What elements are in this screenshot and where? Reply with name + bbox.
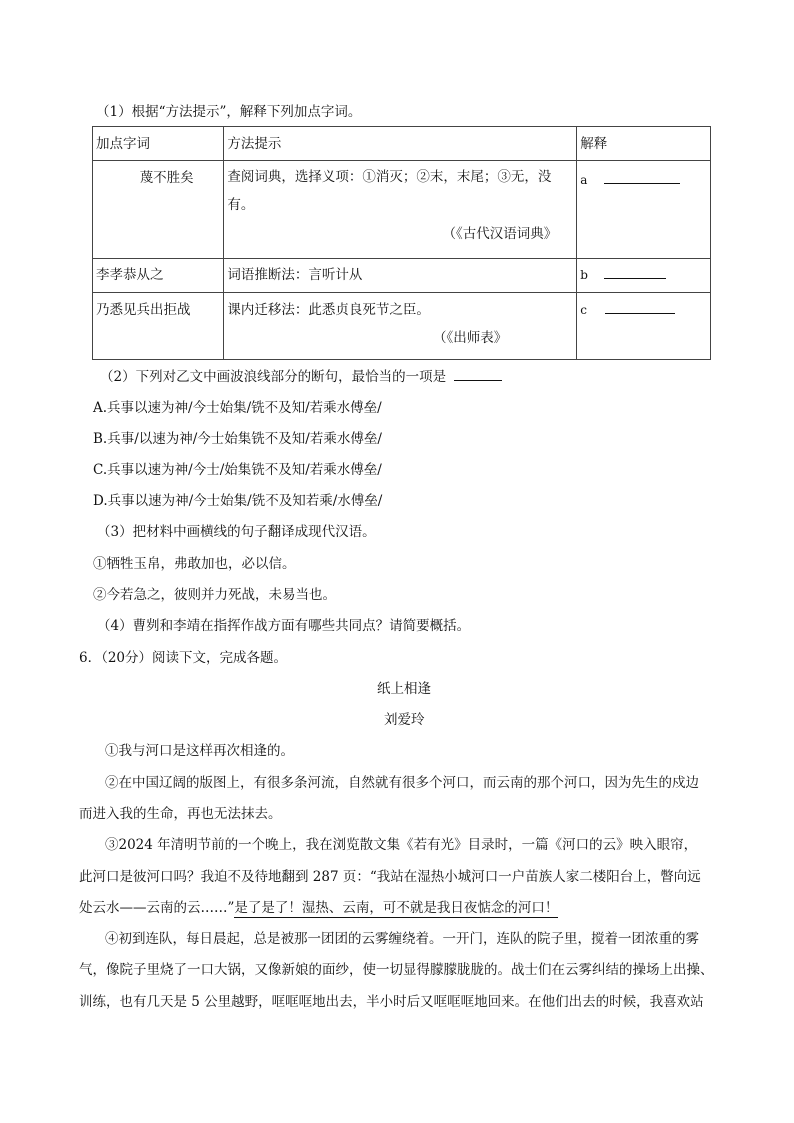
q2-answer-blank[interactable] (454, 368, 502, 381)
q2-title: （2）下列对乙文中画波浪线部分的断句，最恰当的一项是 (100, 369, 447, 385)
q2-option-a: A.兵事以速为神/今士始集/铣不及知/若乘水傅垒/ (93, 400, 382, 416)
method-text: 查阅词典，选择义项：①消灭；②末，末尾；③无，没 (227, 169, 552, 185)
word-cell: 蔑不胜矣 (93, 161, 224, 259)
header-explain: 解释 (577, 127, 711, 161)
word-cell: 李孝恭从之 (93, 259, 224, 293)
method-source: （《出师表》 (432, 330, 508, 346)
q3-item-2: ②今若急之，彼则并力死战，未易当也。 (93, 587, 336, 603)
paragraph-2-line-1: ②在中国辽阔的版图上，有很多条河流，自然就有很多个河口，而云南的那个河口，因为先生的戍边 (105, 775, 699, 791)
answer-label: b (580, 268, 588, 282)
table-row (93, 259, 711, 293)
answer-cell (577, 259, 711, 293)
q2-option-c: C.兵事以速为神/今士/始集铣不及知/若乘水傅垒/ (93, 462, 382, 478)
paragraph-4-line-1: ④初到连队，每日晨起，总是被那一团团的云雾缠绕着。一开门，连队的院子里，搅着一团浓重的雾 (105, 931, 699, 947)
table-row (93, 161, 711, 259)
article-title: 纸上相逢 (377, 681, 431, 697)
q1-title: （1）根据“方法提示”，解释下列加点字词。 (96, 104, 362, 120)
answer-cell (577, 161, 711, 259)
header-method: 方法提示 (224, 127, 577, 161)
article-author: 刘爱玲 (384, 712, 425, 728)
q3-title: （3）把材料中画横线的句子翻译成现代汉语。 (97, 524, 376, 540)
table-header-row (93, 127, 711, 161)
q2-option-d: D.兵事以速为神/今士始集/铣不及知若乘/水傅垒/ (93, 493, 383, 509)
paragraph-3-line-3 (79, 899, 558, 917)
q4-title: （4）曹刿和李靖在指挥作战方面有哪些共同点？请简要概括。 (97, 618, 471, 634)
answer-label: c (580, 303, 587, 317)
answer-table (92, 126, 711, 360)
method-cell: 词语推断法：言听计从 (224, 259, 577, 293)
q6-title: 6．（20分）阅读下文，完成各题。 (79, 650, 288, 666)
paragraph-3-line-2: 此河口是彼河口吗？我迫不及待地翻到 287 页：“我站在湿热小城河口一户苗族人家二楼阳台上，瞥向远 (79, 869, 701, 885)
underlined-sentence: 是了是了！湿热、云南，可不就是我日夜惦念的河口！ (234, 900, 559, 916)
method-cell (224, 161, 577, 259)
paragraph-4-line-3: 训练，也有几天是 5 公里越野，哐哐哐地出去，半小时后又哐哐哐地回来。在他们出去的时候，我喜欢站 (79, 994, 704, 1010)
paragraph-4-line-2: 气，像院子里烧了一口大锅，又像新娘的面纱，使一切显得朦朦胧胧的。战士们在云雾纠结的操场上出操、 (79, 962, 714, 978)
q2-line (100, 368, 502, 386)
paragraph-3-line-1: ③2024 年清明节前的一个晚上，我在浏览散文集《若有光》目录时，一篇《河口的云》映入眼帘， (105, 837, 698, 853)
q2-option-b: B.兵事/以速为神/今士始集铣不及知/若乘水傅垒/ (93, 431, 382, 447)
method-source: （《古代汉语词典》 (442, 226, 558, 242)
method-cell (224, 293, 577, 360)
answer-cell (577, 293, 711, 360)
answer-label: a (580, 173, 588, 187)
method-text-continued: 有。 (227, 197, 255, 213)
paragraph-3-text: 处云水——云南的云……” (79, 900, 235, 916)
answer-blank[interactable] (604, 171, 680, 184)
q3-item-1: ①牺牲玉帛，弗敢加也，必以信。 (93, 556, 296, 572)
answer-blank[interactable] (604, 266, 666, 279)
paragraph-1: ①我与河口是这样再次相逢的。 (105, 743, 294, 759)
answer-blank[interactable] (605, 301, 675, 314)
word-cell: 乃悉见兵出拒战 (93, 293, 224, 360)
header-word: 加点字词 (93, 127, 224, 161)
method-text: 课内迁移法：此悉贞良死节之臣。 (227, 302, 430, 318)
paragraph-2-line-2: 而进入我的生命，再也无法抹去。 (79, 806, 282, 822)
table-row (93, 293, 711, 360)
